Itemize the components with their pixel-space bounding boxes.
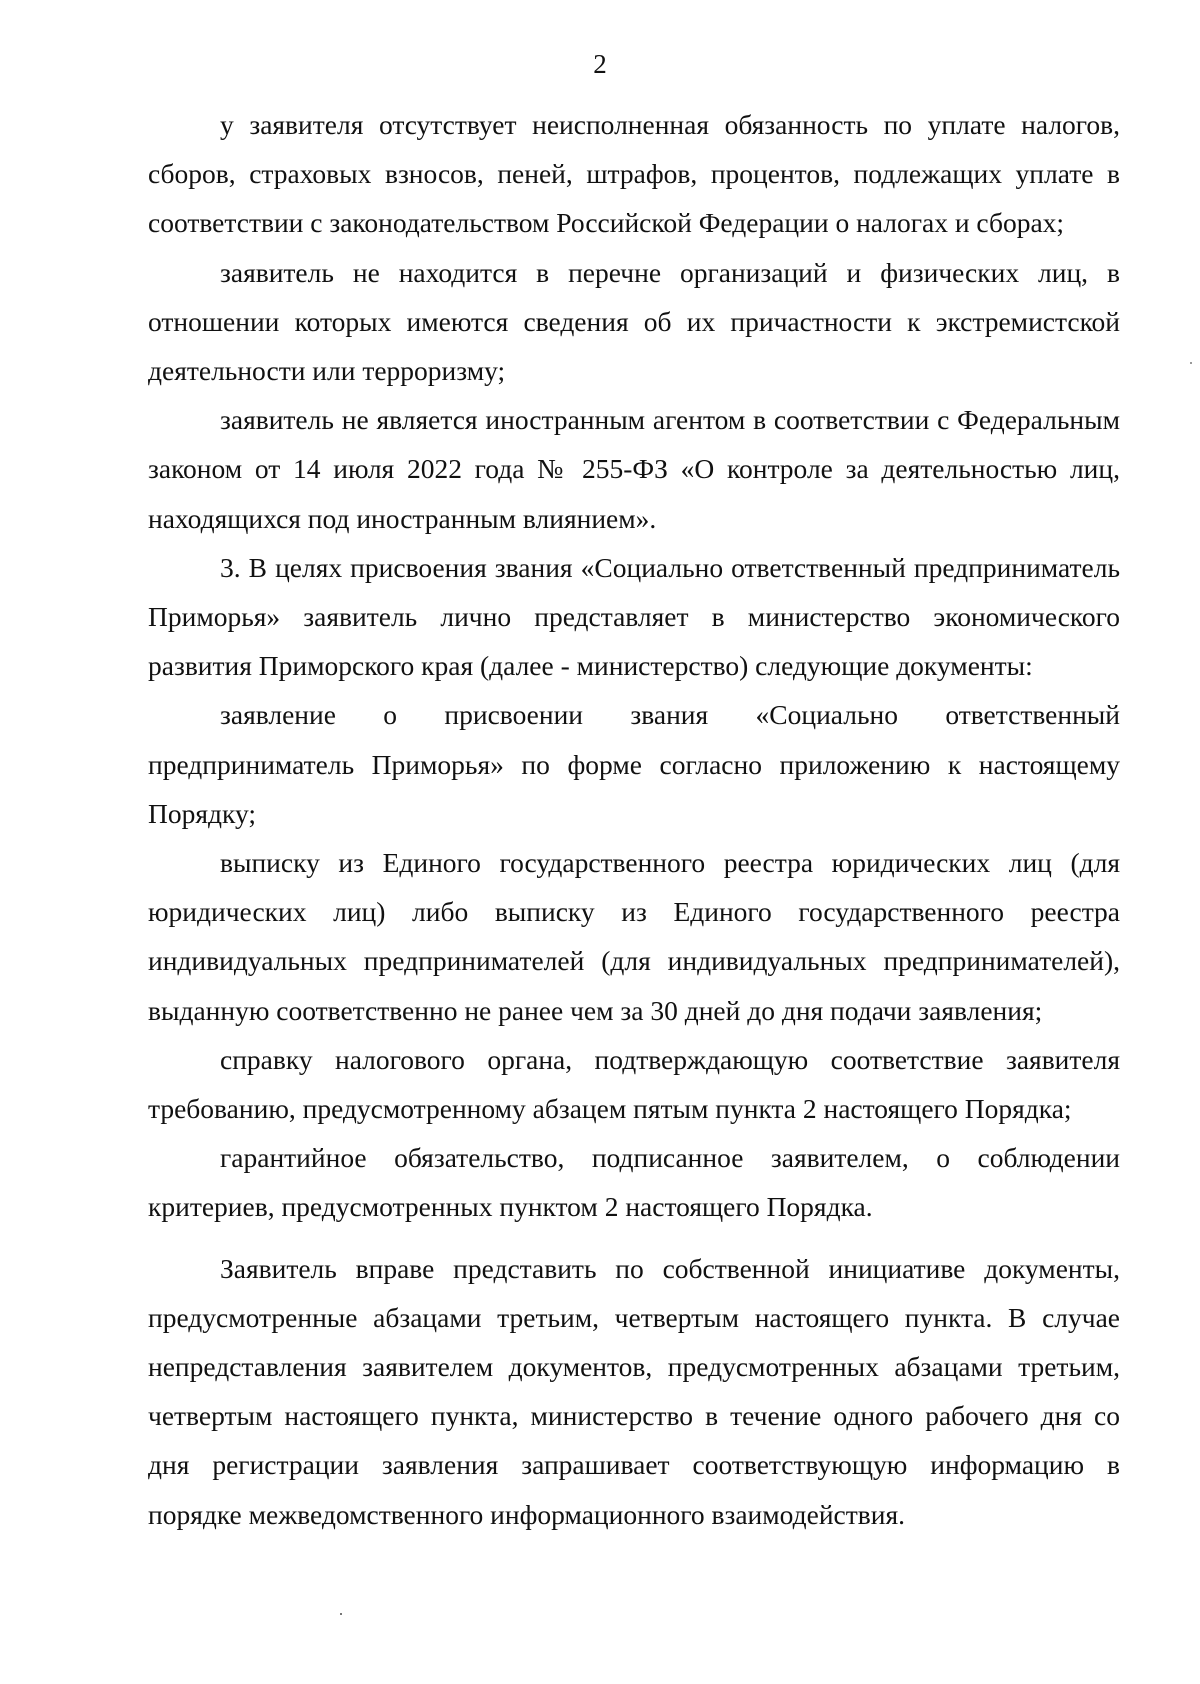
- paragraph-tax-certificate: справку налогового органа, подтверждающую соответствие заявителя требованию, предусмотренному абзацем пятым пункта 2 настоящего Порядка;: [148, 1043, 1120, 1125]
- page-number: 2: [593, 49, 607, 79]
- scan-speck: [340, 1613, 342, 1615]
- paragraph-registry-extract: выписку из Единого государственного реестра юридических лиц (для юридических лиц) либо выписку из Единого государственного реестра индивидуальных предпринимателей (для индивидуальных предпринимателей), выданную соответственно не ранее чем за 30 дней до дня подачи заявления;: [148, 847, 1120, 1026]
- paragraph-foreign-agent: заявитель не является иностранным агентом в соответствии с Федеральным законом от 14 июля 2022 года № 255-ФЗ «О контроле за деятельностью лиц, находящихся под иностранным влиянием».: [148, 404, 1120, 534]
- paragraph-tax-obligation: у заявителя отсутствует неисполненная обязанность по уплате налогов, сборов, страховых взносов, пеней, штрафов, процентов, подлежащих уплате в соответствии с законодательством Российской Федерации о налогах и сборах;: [148, 109, 1120, 239]
- document-body: [148, 100, 1120, 1539]
- paragraph-extremism-list: заявитель не находится в перечне организаций и физических лиц, в отношении которых имеются сведения об их причастности к экстремистской деятельности или терроризму;: [148, 256, 1120, 387]
- paragraph-own-initiative: Заявитель вправе представить по собственной инициативе документы, предусмотренные абзацами третьим, четвертым настоящего пункта. В случае непредставления заявителем документов, предусмотренных абзацами третьим, четвертым настоящего пункта, министерство в течение одного рабочего дня со дня регистрации заявления запрашивает соответствующую информацию в порядке межведомственного информационного взаимодействия.: [148, 1252, 1120, 1530]
- paragraph-item-3: 3. В целях присвоения звания «Социально ответственный предприниматель Приморья» заявитель лично представляет в министерство экономического развития Приморского края (далее - министерство) следующие документы:: [148, 551, 1120, 682]
- paragraph-application: заявление о присвоении звания «Социально ответственный предприниматель Приморья» по форме согласно приложению к настоящему Порядку;: [148, 699, 1120, 829]
- scan-speck: [1190, 362, 1192, 364]
- paragraph-guarantee: гарантийное обязательство, подписанное заявителем, о соблюдении критериев, предусмотренных пунктом 2 настоящего Порядка.: [148, 1142, 1120, 1223]
